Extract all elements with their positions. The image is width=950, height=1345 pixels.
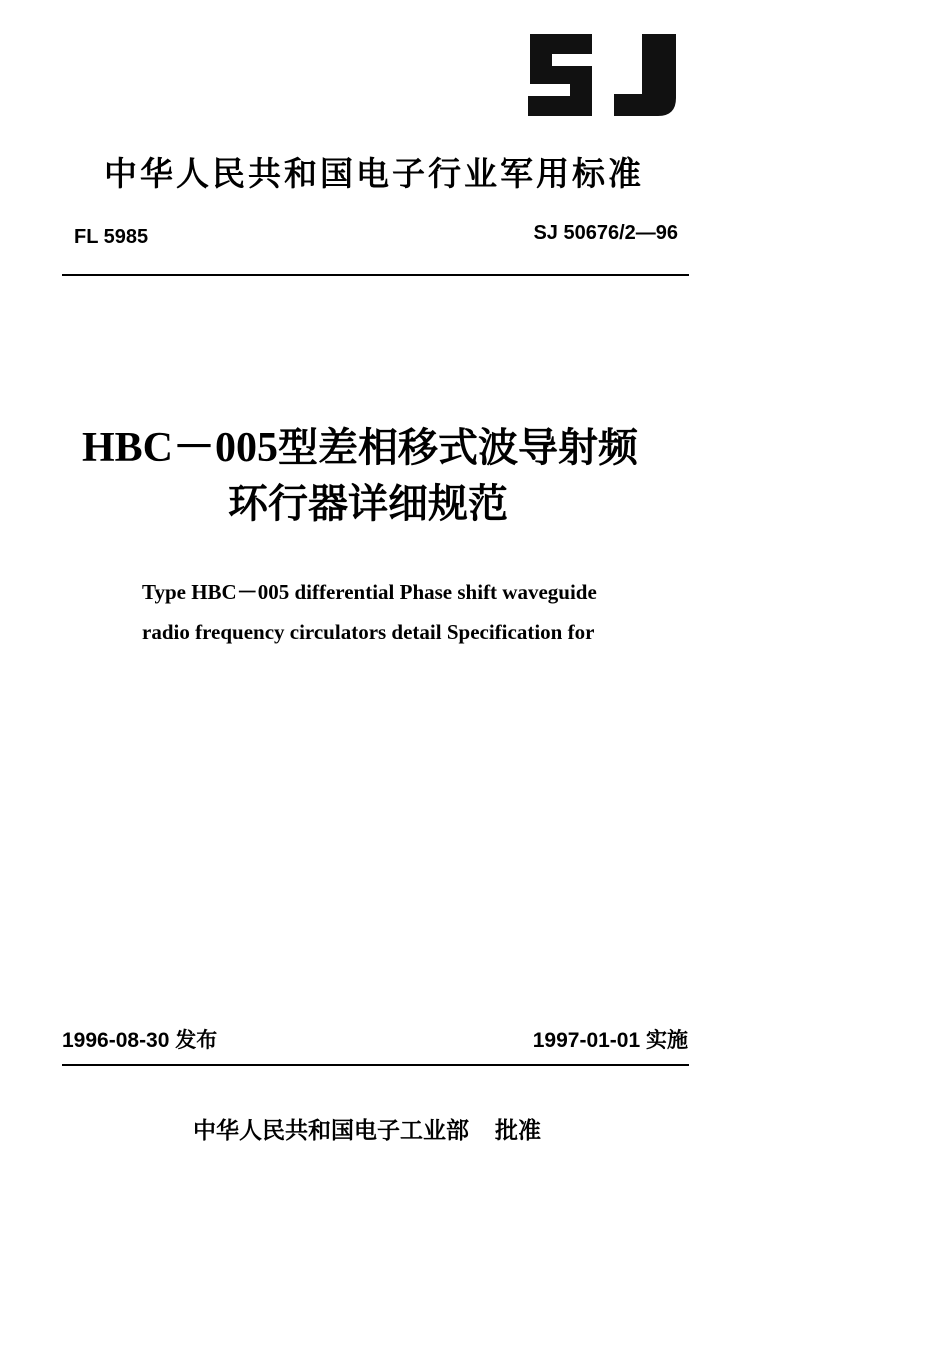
english-title [142,572,597,652]
logo-letter-j [614,34,676,116]
english-title-line-2: radio frequency circulators detail Specification for [142,620,595,644]
english-title-line-1: Type HBC－005 differential Phase shift waveguide [142,580,597,604]
approving-authority: 中华人民共和国电子工业部 [193,1118,469,1144]
standard-category-title: 中华人民共和国电子行业军用标准 [104,154,644,193]
approval-line [193,1112,541,1145]
chinese-title-line-1-text: 型差相移式波导射频 [278,425,639,471]
chinese-title-line-2: 环行器详细规范 [228,481,508,527]
chinese-title-model: HBC－005 [82,425,279,471]
classification-code: FL 5985 [74,226,149,248]
logo-letter-s [528,34,592,116]
issue-date: 1996-08-30 发布 [62,1029,218,1052]
bottom-divider [62,1064,689,1066]
effective-date: 1997-01-01 实施 [532,1029,688,1052]
chinese-title [0,420,760,532]
top-divider [62,274,689,276]
approval-action: 批准 [495,1118,541,1144]
sj-logo [522,28,682,122]
chinese-title-line-1 [0,420,760,476]
standard-number: SJ 50676/2—96 [533,222,678,244]
